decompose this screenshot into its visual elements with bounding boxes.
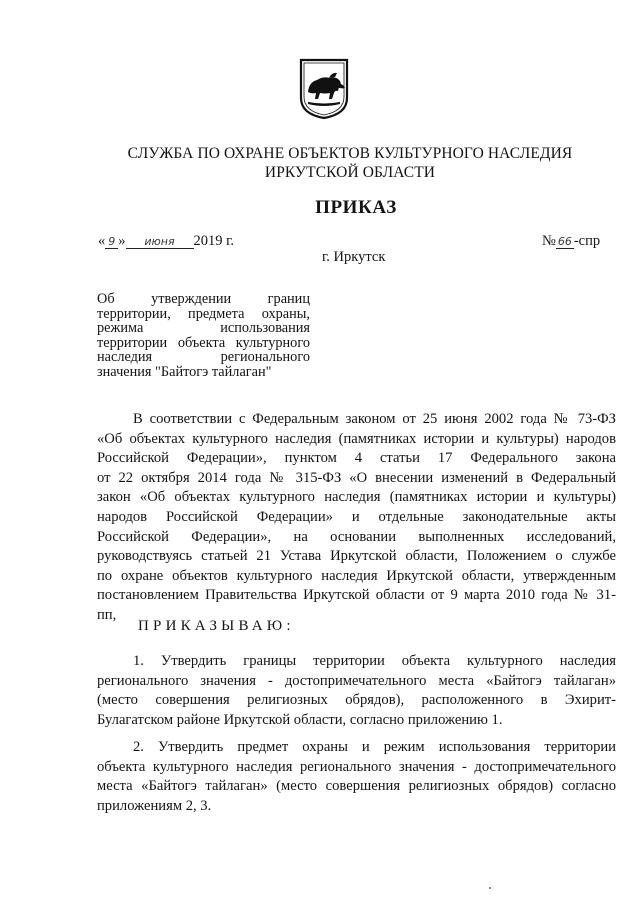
order-item-2 <box>97 738 616 816</box>
item2-line: объекта культурного наследия регионального значения - достопримечательного <box>97 758 616 775</box>
number-sign: № <box>542 233 556 249</box>
subject-line: территории объекта культурного <box>97 334 310 351</box>
date-open-quote: « <box>98 233 106 249</box>
document-city: г. Иркутск <box>322 249 386 265</box>
item1-line: 1. Утвердить границы территории объекта культурного наследия <box>133 653 616 669</box>
scan-speck <box>489 887 491 889</box>
subject-line: Об утверждении границ <box>97 291 310 307</box>
document-title: ПРИКАЗ <box>315 197 397 218</box>
preamble-line: Российской Федерации», пунктом 4 статьи 17 Федерального закона <box>97 450 616 467</box>
order-subject <box>97 292 310 380</box>
preamble-line: пп, <box>97 606 117 623</box>
item1-line: регионального значения - достопримечательного места «Байтогэ тайлаган» <box>97 672 616 689</box>
item2-line: 2. Утвердить предмет охраны и режим использования территории <box>133 739 616 755</box>
document-date <box>98 233 234 250</box>
preamble-line: руководствуясь статьей 21 Устава Иркутской области, Положением о службе <box>97 548 616 565</box>
subject-line: наследия регионального <box>97 349 310 366</box>
preamble-paragraph <box>97 410 616 626</box>
agency-name-line2: ИРКУТСКОЙ ОБЛАСТИ <box>264 164 436 181</box>
subject-line: территории, предмета охраны, <box>97 305 310 322</box>
preamble-line: народов Российской Федерации» и отдельные законодательные акты <box>97 508 616 525</box>
date-month-handwritten: июня <box>126 235 194 249</box>
subject-line: режима использования <box>97 320 310 337</box>
order-item-1 <box>97 652 616 730</box>
document-number <box>542 233 600 250</box>
date-close-quote: » <box>118 233 126 249</box>
item2-line: места «Байтогэ тайлаган» (место совершения религиозных обрядов) согласно <box>97 778 616 795</box>
number-handwritten: 66 <box>557 235 572 248</box>
preamble-line: «Об объектах культурного наследия (памятниках истории и культуры) народов <box>97 430 616 447</box>
date-year: 2019 г. <box>193 233 235 249</box>
preamble-line: Российской Федерации», на основании выполненных исследований, <box>97 528 616 545</box>
preamble-line: В соответствии с Федеральным законом от 25 июня 2002 года № 73-ФЗ <box>133 411 616 427</box>
agency-name-line1: СЛУЖБА ПО ОХРАНЕ ОБЪЕКТОВ КУЛЬТУРНОГО НАСЛЕДИЯ <box>127 145 573 162</box>
date-day-handwritten: 9 <box>105 235 118 249</box>
preamble-line: закон «Об объектах культурного наследия (памятниках истории и культуры) <box>97 489 616 506</box>
item1-line: Булагатском районе Иркутской области, согласно приложению 1. <box>97 711 503 728</box>
order-directive-word: ПРИКАЗЫВАЮ: <box>138 618 295 634</box>
subject-line: значения "Байтогэ тайлаган" <box>97 363 272 380</box>
number-suffix: -спр <box>573 233 601 249</box>
item1-line: (место совершения религиозных обрядов), расположенного в Эхирит- <box>97 692 616 709</box>
preamble-line: по охране объектов культурного наследия Иркутской области, утвержденным <box>97 567 616 584</box>
coat-of-arms-icon <box>299 58 349 120</box>
preamble-line: постановлением Правительства Иркутской области от 9 марта 2010 года № 31- <box>97 587 616 604</box>
preamble-line: от 22 октября 2014 года № 315-ФЗ «О внесении изменений в Федеральный <box>97 469 616 486</box>
item2-line: приложениям 2, 3. <box>97 797 212 814</box>
